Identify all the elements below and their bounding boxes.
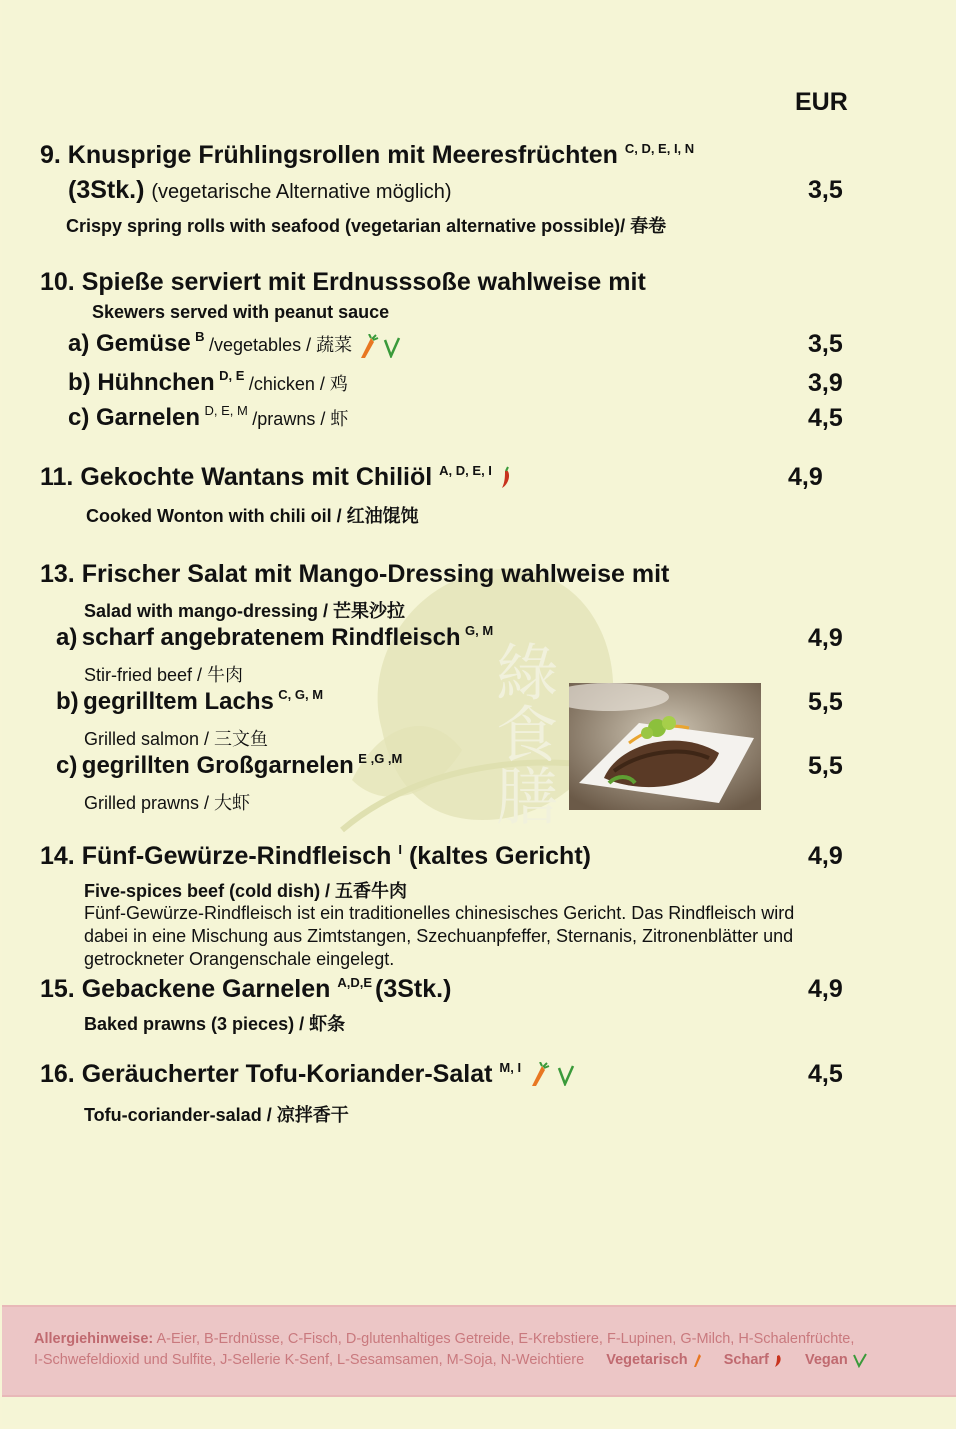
option-allergens: C, G, M <box>278 687 324 702</box>
option-allergens: D, E, M <box>204 403 248 418</box>
option-label: a) Gemüse <box>68 330 191 357</box>
item-15-title-suffix: (3Stk.) <box>375 975 452 1003</box>
item-11-english: Cooked Wonton with chili oil / 红油馄饨 <box>86 506 419 526</box>
item-13-option-c-translation: Grilled prawns / 大虾 <box>84 793 251 813</box>
item-13-option-b <box>56 688 323 716</box>
item-13-option-a-translation: Stir-fried beef / 牛肉 <box>84 665 244 685</box>
allergen-notes <box>34 1329 949 1371</box>
item-9-title-text: 9. Knusprige Frühlingsrollen mit Meeresfrüchten <box>40 141 618 169</box>
item-9-allergens: C, D, E, I, N <box>624 141 695 156</box>
item-14-title-suffix: (kaltes Gericht) <box>408 842 591 870</box>
vegan-leaf-icon <box>852 1352 868 1368</box>
dish-photo-image <box>569 683 761 810</box>
menu-page <box>2 0 956 1425</box>
item-9-line2 <box>68 176 452 205</box>
allergen-label: Allergiehinweise: <box>34 1331 154 1347</box>
allergen-list-1: A-Eier, B-Erdnüsse, C-Fisch, D-glutenhaltiges Getreide, E-Krebstiere, F-Lupinen, G-Milch, H-Schalenfrüchte, <box>156 1331 855 1347</box>
legend-spicy: Scharf <box>723 1352 769 1368</box>
item-10-option-b-price: 3,9 <box>808 369 843 397</box>
item-13-option-c-price: 5,5 <box>808 752 843 780</box>
option-letter: c) <box>56 752 78 779</box>
option-allergens: G, M <box>465 623 494 638</box>
item-14-title-text: 14. Fünf-Gewürze-Rindfleisch <box>40 842 392 870</box>
item-11-allergens: A, D, E, I <box>439 463 492 478</box>
carrot-icon <box>357 334 379 360</box>
carrot-icon <box>528 1062 550 1088</box>
option-label: gegrilltem Lachs <box>83 688 274 715</box>
option-translation: /vegetables / 蔬菜 <box>209 335 353 355</box>
item-13-option-b-translation: Grilled salmon / 三文鱼 <box>84 729 269 749</box>
allergen-list-2: I-Schwefeldioxid und Sulfite, J-Sellerie K-Senf, L-Sesamsamen, M-Soja, N-Weichtiere <box>34 1352 585 1368</box>
item-14-title <box>40 842 591 871</box>
option-translation: /chicken / 鸡 <box>248 374 348 394</box>
item-16-allergens: M, I <box>499 1060 522 1075</box>
option-label: scharf angebratenem Rindfleisch <box>81 624 461 651</box>
item-14-description: Fünf-Gewürze-Rindfleisch ist ein traditionelles chinesisches Gericht. Das Rindfleisch wird dabei in eine Mischung aus Zimtstangen, Szechuanpfeffer, Sternanis, Zitronenblätter und getrockneter Orangenschale eingelegt. <box>84 903 795 969</box>
beef-salad-photo <box>569 683 761 810</box>
item-11-title-text: 11. Gekochte Wantans mit Chiliöl <box>40 463 433 491</box>
option-allergens: B <box>195 329 205 344</box>
item-15-allergens: A,D,E <box>337 975 373 990</box>
item-16-english: Tofu-coriander-salad / 凉拌香干 <box>84 1105 349 1125</box>
item-10-option-c-price: 4,5 <box>808 404 843 432</box>
item-10-option-b <box>68 369 348 397</box>
item-11-price: 4,9 <box>788 463 823 491</box>
option-allergens: E ,G ,M <box>358 751 403 766</box>
option-allergens: D, E <box>219 368 245 383</box>
option-letter: b) <box>56 688 79 715</box>
vegan-leaf-icon <box>557 1064 575 1086</box>
vegan-leaf-icon <box>383 336 401 358</box>
item-10-english: Skewers served with peanut sauce <box>92 302 390 322</box>
item-15-price: 4,9 <box>808 975 843 1003</box>
item-9-quantity: (3Stk.) <box>68 176 145 204</box>
item-16-title <box>40 1060 575 1089</box>
item-10-option-a <box>68 330 401 360</box>
option-label: c) Garnelen <box>68 404 201 431</box>
item-14-english: Five-spices beef (cold dish) / 五香牛肉 <box>84 881 408 901</box>
option-label: b) Hühnchen <box>68 369 215 396</box>
allergen-footer <box>2 1305 956 1397</box>
chili-icon <box>773 1352 783 1368</box>
item-13-option-a <box>56 624 493 652</box>
option-letter: a) <box>56 624 78 651</box>
item-13-title: 13. Frischer Salat mit Mango-Dressing wahlweise mit <box>40 560 670 588</box>
item-13-option-b-price: 5,5 <box>808 688 843 716</box>
allergen-line-1 <box>34 1329 949 1350</box>
item-10-option-a-price: 3,5 <box>808 330 843 358</box>
item-16-price: 4,5 <box>808 1060 843 1088</box>
item-10-option-c <box>68 404 348 432</box>
item-10-title: 10. Spieße serviert mit Erdnusssoße wahlweise mit <box>40 268 646 296</box>
item-13-english: Salad with mango-dressing / 芒果沙拉 <box>84 601 406 621</box>
option-label: gegrillten Großgarnelen <box>81 752 354 779</box>
legend-vegan: Vegan <box>804 1352 848 1368</box>
item-15-english: Baked prawns (3 pieces) / 虾条 <box>84 1014 346 1034</box>
item-9-price: 3,5 <box>808 176 843 204</box>
item-9-english: Crispy spring rolls with seafood (vegetarian alternative possible)/ 春卷 <box>66 216 667 236</box>
item-14-allergens: I <box>398 842 403 857</box>
item-16-title-text: 16. Geräucherter Tofu-Koriander-Salat <box>40 1060 493 1088</box>
item-13-option-c <box>56 752 402 780</box>
item-11-title <box>40 463 513 492</box>
item-14-price: 4,9 <box>808 842 843 870</box>
item-15-title-text: 15. Gebackene Garnelen <box>40 975 331 1003</box>
option-translation: /prawns / 虾 <box>252 409 349 429</box>
item-9-note: (vegetarische Alternative möglich) <box>151 181 452 203</box>
legend-vegetarian: Vegetarisch <box>606 1352 688 1368</box>
allergen-line-2 <box>34 1350 949 1371</box>
carrot-icon <box>692 1352 702 1368</box>
item-13-option-a-price: 4,9 <box>808 624 843 652</box>
watermark-text: 綠食膳 <box>485 640 559 826</box>
item-15-title <box>40 975 451 1004</box>
currency-header: EUR <box>795 88 848 116</box>
chili-icon <box>499 466 513 490</box>
item-9-title <box>40 141 694 170</box>
